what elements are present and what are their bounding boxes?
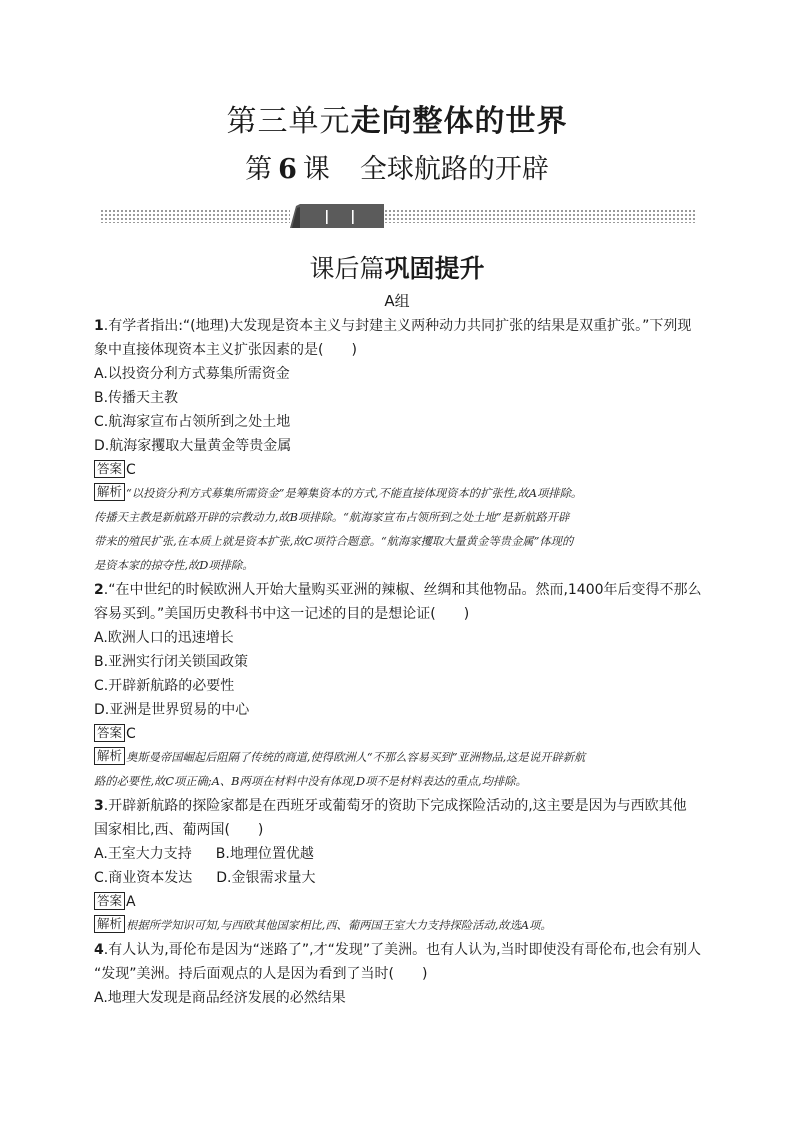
option-c: C.商业资本发达 [94, 870, 193, 886]
group-label: A组 [384, 292, 410, 310]
question-stem: 象中直接体现资本主义扩张因素的是( ) [94, 342, 357, 358]
section-divider-banner [100, 204, 696, 228]
question-stem: .“在中世纪的时候欧洲人开始大量购买亚洲的辣椒、丝绸和其他物品。然而,1400年后变得不那么 [103, 582, 702, 598]
option-a: A.地理大发现是商品经济发展的必然结果 [94, 990, 346, 1006]
analysis-text: 根据所学知识可知,与西欧其他国家相比,西、葡两国王室大力支持探险活动,故选A项。 [126, 919, 552, 932]
analysis-text: 是资本家的掠夺性,故D项排除。 [94, 559, 254, 572]
answer-tag: 答案 [94, 724, 125, 742]
analysis-text: 带来的殖民扩张,在本质上就是资本扩张,故C项符合题意。“航海家攫取大量黄金等贵金属”体现的 [94, 535, 574, 548]
analysis-tag: 解析 [94, 747, 125, 765]
option-a: A.欧洲人口的迅速增长 [94, 630, 234, 646]
answer-line [94, 890, 704, 914]
dotted-rule-right [384, 209, 696, 223]
option-a: A.王室大力支持 [94, 846, 192, 862]
lesson-number: 6 [278, 154, 297, 185]
question-number: 3 [94, 798, 104, 814]
question-1 [94, 314, 704, 578]
answer-tag: 答案 [94, 892, 125, 910]
question-stem: .开辟新航路的探险家都是在西班牙或葡萄牙的资助下完成探险活动的,这主要是因为与西欧其他 [103, 798, 687, 814]
answer-line [94, 458, 704, 482]
unit-name: 走向整体的世界 [350, 104, 568, 139]
option-b: B.传播天主教 [94, 390, 179, 406]
option-c: C.开辟新航路的必要性 [94, 678, 235, 694]
question-3 [94, 794, 704, 938]
question-stem: .有学者指出:“(地理)大发现是资本主义与封建主义两种动力共同扩张的结果是双重扩张。”下列现 [103, 318, 692, 334]
answer-value: C [126, 462, 136, 478]
question-number: 1 [94, 318, 104, 334]
answer-value: C [126, 726, 136, 742]
analysis-line [94, 482, 704, 506]
question-stem: 国家相比,西、葡两国( ) [94, 822, 264, 838]
question-number: 2 [94, 582, 104, 598]
option-row [94, 866, 704, 890]
analysis-line [94, 914, 704, 938]
lesson-prefix: 第 [245, 154, 273, 185]
question-stem: .有人认为,哥伦布是因为“迷路了”,才“发现”了美洲。也有人认为,当时即使没有哥伦布,也会有别人 [103, 942, 702, 958]
answer-value: A [126, 894, 136, 910]
analysis-tag: 解析 [94, 915, 125, 933]
divider-tab-icon [290, 204, 384, 228]
section-title [0, 252, 794, 286]
section-title-bold: 巩固提升 [384, 254, 485, 283]
option-a: A.以投资分利方式募集所需资金 [94, 366, 290, 382]
option-b: B.亚洲实行闭关锁国政策 [94, 654, 249, 670]
questions-list [94, 314, 704, 1010]
option-d: D.航海家攫取大量黄金等贵金属 [94, 438, 292, 454]
analysis-line [94, 746, 704, 770]
unit-title [0, 100, 794, 144]
lesson-suffix: 课 [302, 154, 330, 185]
dotted-rule-left [100, 209, 290, 223]
answer-line [94, 722, 704, 746]
question-4 [94, 938, 704, 1010]
option-b: B.地理位置优越 [215, 846, 314, 862]
section-title-light: 课后篇 [309, 254, 385, 283]
lesson-title [0, 150, 794, 190]
question-stem: “发现”美洲。持后面观点的人是因为看到了当时( ) [94, 966, 428, 982]
option-d: D.金银需求量大 [216, 870, 316, 886]
lesson-name: 全球航路的开辟 [359, 154, 549, 185]
analysis-text: 传播天主教是新航路开辟的宗教动力,故B项排除。“航海家宣布占领所到之处土地”是新航路开辟 [94, 511, 570, 524]
analysis-text: “以投资分利方式募集所需资金”是筹集资本的方式,不能直接体现资本的扩张性,故A项排除。 [126, 487, 583, 500]
option-row [94, 842, 704, 866]
analysis-text: 路的必要性,故C项正确;A、B两项在材料中没有体现,D项不是材料表达的重点,均排除。 [94, 775, 527, 788]
analysis-text: 奥斯曼帝国崛起后阻隔了传统的商道,使得欧洲人“不那么容易买到”亚洲物品,这是说开辟新航 [126, 751, 586, 764]
option-c: C.航海家宣布占领所到之处土地 [94, 414, 291, 430]
question-2 [94, 578, 704, 794]
question-stem: 容易买到。”美国历史教科书中这一记述的目的是想论证( ) [94, 606, 470, 622]
analysis-tag: 解析 [94, 483, 125, 501]
option-d: D.亚洲是世界贸易的中心 [94, 702, 250, 718]
unit-label: 第三单元 [226, 104, 351, 139]
question-number: 4 [94, 942, 104, 958]
answer-tag: 答案 [94, 460, 125, 478]
